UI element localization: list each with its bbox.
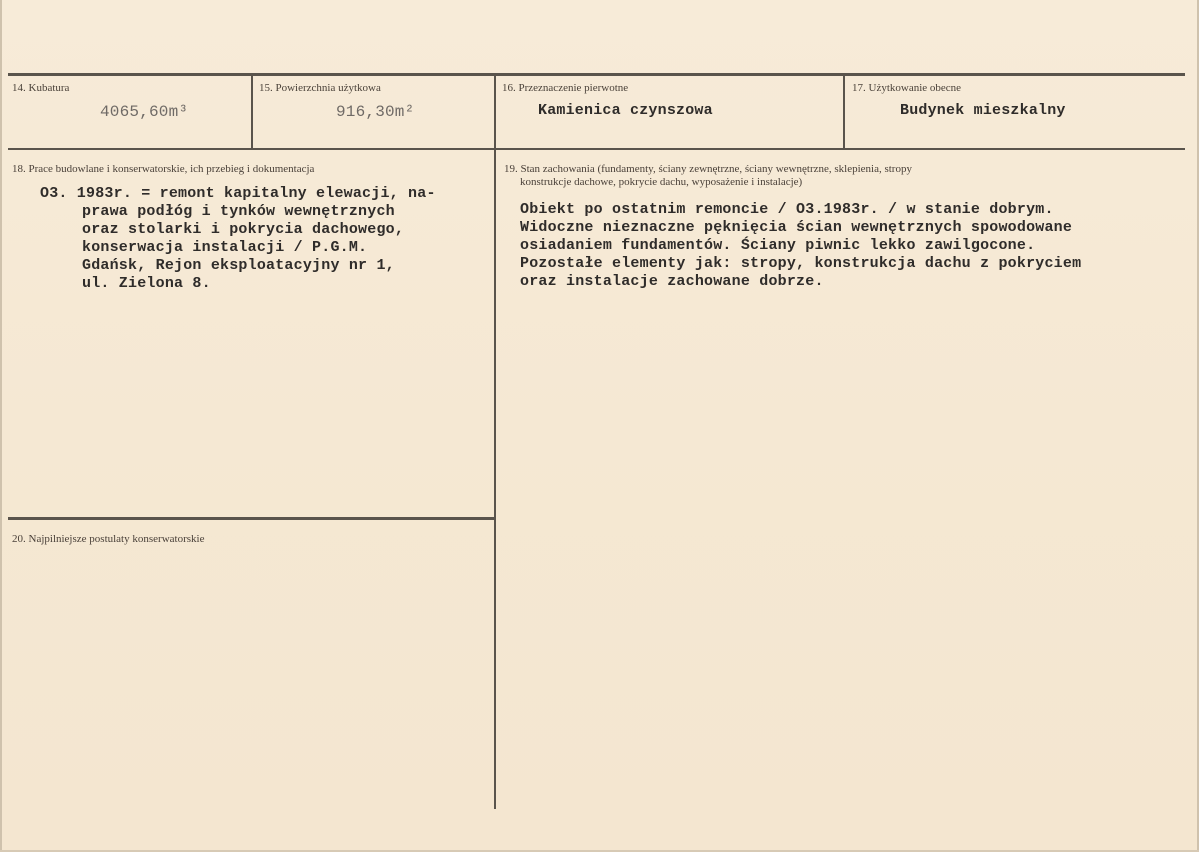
field-18-line: ul. Zielona 8. [82,275,211,292]
field18-bottom-rule [8,517,494,520]
field-18-line: Gdańsk, Rejon eksploatacyjny nr 1, [82,257,395,274]
field-18-line: prawa podłóg i tynków wewnętrznych [82,203,395,220]
card-edge-left [0,0,2,852]
field-18-line: oraz stolarki i pokrycia dachowego, [82,221,405,238]
divider-16-17 [843,75,845,148]
field-17-label: 17. Użytkowanie obecne [852,82,962,94]
field-18-line: konserwacja instalacji / P.G.M. [82,239,368,256]
field-19-line: oraz instalacje zachowane dobrze. [520,273,824,290]
field-19-line: Widoczne nieznaczne pęknięcia ścian wewnętrznych spowodowane [520,219,1073,236]
field-17-value: Budynek mieszkalny [900,102,1066,119]
field-19-label-line1: 19. Stan zachowania (fundamenty, ściany zewnętrzne, ściany wewnętrzne, sklepienia, stropy [504,163,912,175]
field-20-label: 20. Najpilniejsze postulaty konserwatorskie [12,533,205,545]
field-19-line: osiadaniem fundamentów. Ściany piwnic lekko zawilgocone. [520,237,1036,254]
field-15-label: 15. Powierzchnia użytkowa [259,82,381,94]
field-18-label: 18. Prace budowlane i konserwatorskie, ich przebieg i dokumentacja [12,163,315,175]
field-19-label-line2: konstrukcje dachowe, pokrycie dachu, wyposażenie i instalacje) [520,176,803,188]
field-14-value: 4065,60m³ [100,103,189,121]
field-19-line: Obiekt po ostatnim remoncie / O3.1983r. / w stanie dobrym. [520,201,1054,218]
top-rule [8,73,1185,76]
row1-bottom-rule [8,148,1185,150]
divider-main-column [494,75,496,809]
field-16-label: 16. Przeznaczenie pierwotne [502,82,629,94]
field-15-value: 916,30m² [336,103,415,121]
field-16-value: Kamienica czynszowa [538,102,713,119]
field-19-line: Pozostałe elementy jak: stropy, konstrukcja dachu z pokryciem [520,255,1082,272]
divider-14-15 [251,75,253,148]
field-14-label: 14. Kubatura [12,82,70,94]
field-18-line: O3. 1983r. = remont kapitalny elewacji, na- [40,185,436,202]
